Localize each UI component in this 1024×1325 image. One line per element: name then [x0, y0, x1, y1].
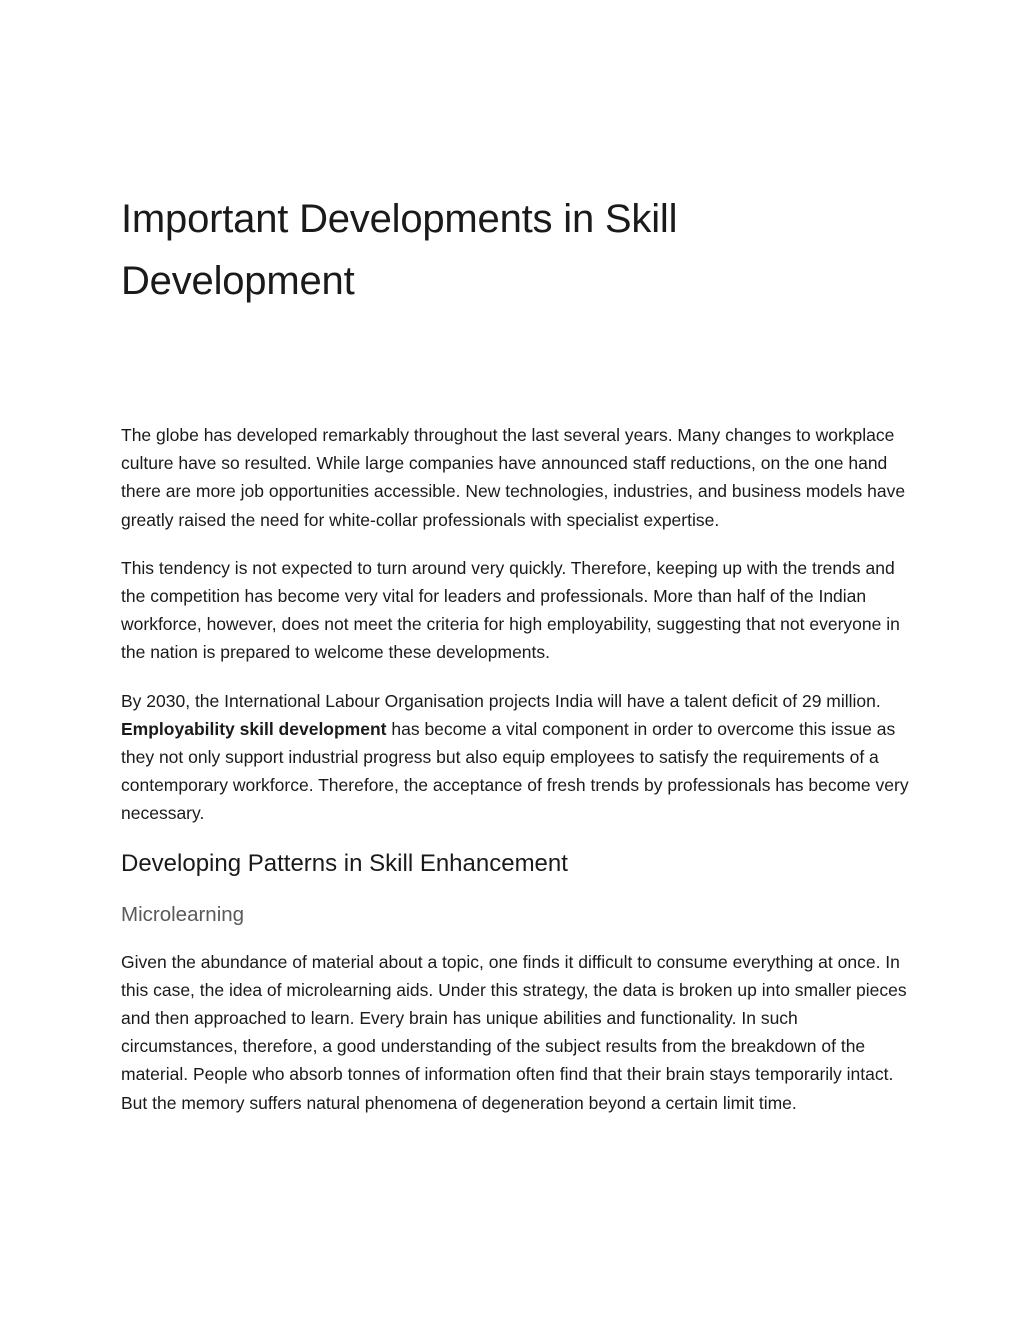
- paragraph-3: [121, 687, 911, 828]
- paragraph-3-lead: By 2030, the International Labour Organisation projects India will have a talent deficit of 29 million.: [121, 690, 881, 711]
- paragraph-3-rest: has become a vital component in order to overcome this issue as they not only support industrial progress but also equip employees to satisfy the requirements of a contemporary workforce. Therefore, the acceptance of fresh trends by professionals has become very necessary.: [121, 718, 909, 824]
- paragraph-1: The globe has developed remarkably throughout the last several years. Many changes to workplace culture have so resulted. While large companies have announced staff reductions, on the one hand there are more job opportunities accessible. New technologies, industries, and business models have greatly raised the need for white-collar professionals with specialist expertise.: [121, 425, 906, 530]
- subsection-heading: Microlearning: [121, 902, 245, 926]
- document-body: [121, 421, 911, 1137]
- paragraph-2: This tendency is not expected to turn around very quickly. Therefore, keeping up with the trends and the competition has become very vital for leaders and professionals. More than half of the Indian workforce, however, does not meet the criteria for high employability, suggesting that not everyone in the nation is prepared to welcome these developments.: [121, 557, 900, 663]
- document-title: Important Developments in Skill Development: [121, 197, 678, 303]
- bold-phrase: Employability skill development: [121, 718, 387, 739]
- paragraph-4: Given the abundance of material about a topic, one finds it difficult to consume everything at once. In this case, the idea of microlearning aids. Under this strategy, the data is broken up into smaller pieces and then approached to learn. Every brain has unique abilities and functionality. In such circumstances, therefore, a good understanding of the subject results from the breakdown of the material. People who absorb tonnes of information often find that their brain stays temporarily intact. But the memory suffers natural phenomena of degeneration beyond a certain limit time.: [121, 951, 907, 1113]
- section-heading: Developing Patterns in Skill Enhancement: [121, 849, 568, 877]
